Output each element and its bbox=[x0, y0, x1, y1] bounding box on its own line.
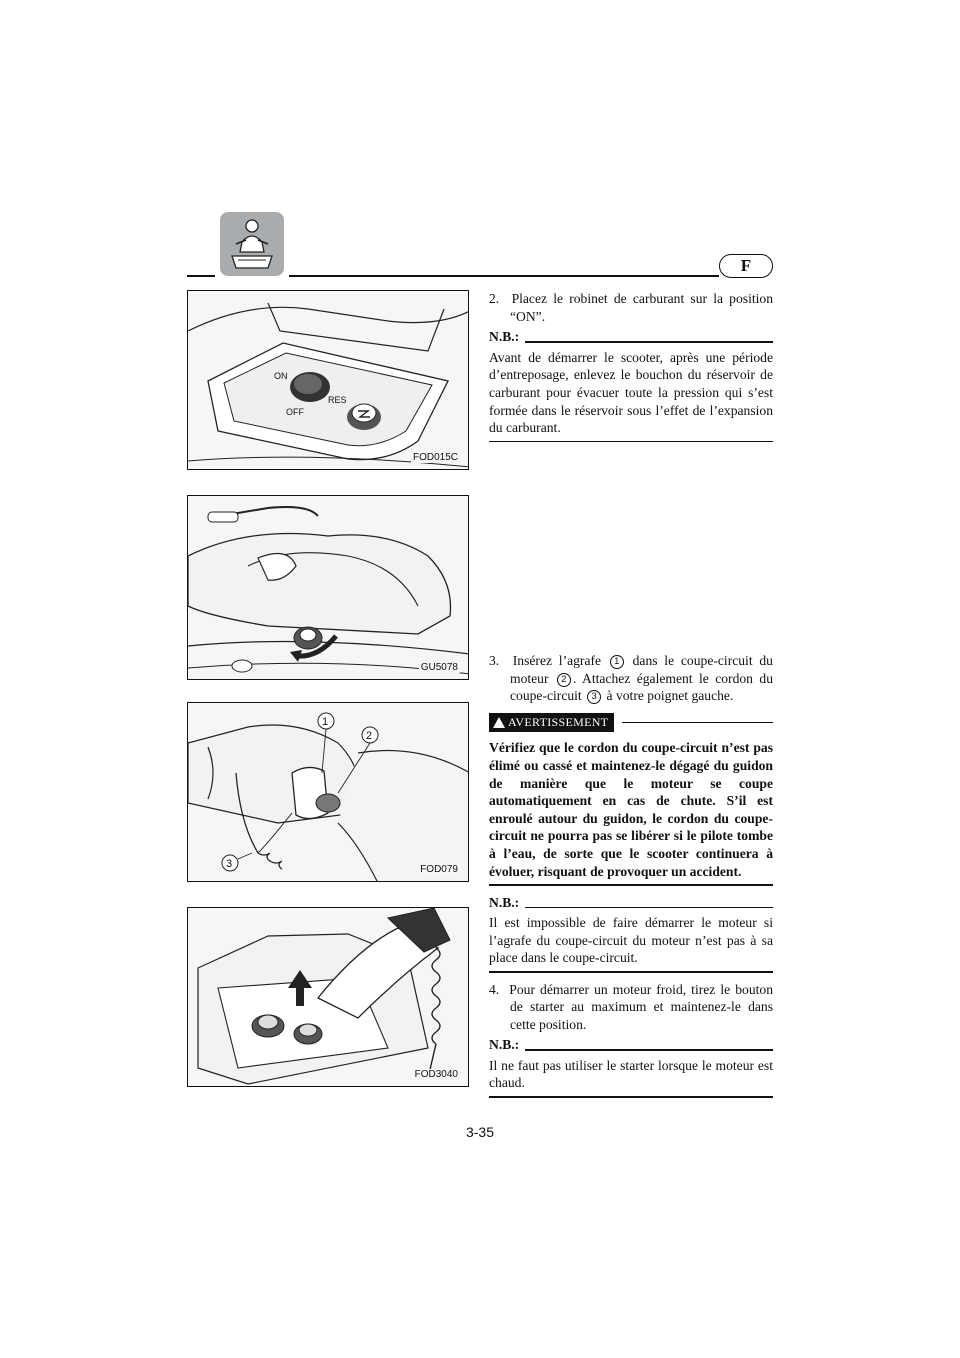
label-off: OFF bbox=[286, 407, 304, 417]
callout-1: 1 bbox=[322, 716, 329, 728]
figure-code: FOD079 bbox=[420, 864, 458, 875]
nb-end-rule-1 bbox=[489, 441, 773, 443]
step-2: 2. Placez le robinet de carburant sur la position “ON”. bbox=[489, 291, 773, 324]
callout-ref-2: 2 bbox=[557, 673, 571, 687]
nb-text-3: Il ne faut pas utiliser le starter lorsque le moteur est chaud. bbox=[489, 1057, 773, 1091]
figure-choke-knob bbox=[187, 907, 469, 1087]
warning-end-rule bbox=[489, 884, 773, 886]
nb-heading-1: N.B.: bbox=[489, 328, 773, 346]
label-on: ON bbox=[274, 371, 288, 381]
figure-code: GU5078 bbox=[420, 662, 458, 673]
figure-fuel-cock bbox=[187, 290, 469, 470]
callout-3: 3 bbox=[226, 858, 233, 870]
warning-text: Vérifiez que le cordon du coupe-circuit n’est pas élimé ou cassé et maintenez-le dégagé du guidon de manière que le moteur se coupe automatiquement en cas de chute. S’il est enroulé autour du guidon, le cordon du coupe-circuit ne pourra pas se libérer si le pilote tombe à l’eau, de sorte que le scooter continuera à évoluer, risquant de provoquer un accident. bbox=[489, 740, 773, 879]
language-badge: F bbox=[719, 254, 773, 278]
nb-heading-3: N.B.: bbox=[489, 1036, 773, 1054]
nb-text-2: Il est impossible de faire démarrer le moteur si l’agrafe du coupe-circuit du moteur n’est pas à sa place dans le coupe-circuit. bbox=[489, 915, 773, 966]
figure-code: FOD015C bbox=[412, 452, 458, 463]
step-3: 3. Insérez l’agrafe 1 dans le coupe-circuit du moteur 2 . Attachez également le cordon du coupe-circuit 3 à votre poignet gauche. bbox=[489, 653, 773, 704]
warning-triangle-icon bbox=[493, 717, 505, 728]
nb-end-rule-3 bbox=[489, 1096, 773, 1098]
header-rule-left bbox=[187, 275, 215, 277]
step-4: 4. Pour démarrer un moteur froid, tirez le bouton de starter au maximum et maintenez-le dans cette position. bbox=[489, 981, 773, 1032]
label-res: RES bbox=[328, 395, 347, 405]
section-lanyard bbox=[489, 652, 773, 1098]
figure-seat-cap bbox=[187, 495, 469, 680]
callout-ref-3: 3 bbox=[587, 690, 601, 704]
callout-2: 2 bbox=[366, 730, 373, 742]
page-number: 3-35 bbox=[465, 1124, 495, 1140]
callout-ref-1: 1 bbox=[610, 655, 624, 669]
nb-text-1: Avant de démarrer le scooter, après une période d’entreposage, enlevez le bouchon du réservoir de carburant pour évacuer toute la pression qui s’est formée dans le réservoir sous l’effet de l’expansion du carburant. bbox=[489, 349, 773, 436]
section-fuel-cock bbox=[489, 290, 773, 442]
watercraft-rider-icon bbox=[220, 212, 284, 276]
figure-lanyard-clip bbox=[187, 702, 469, 882]
warning-heading: AVERTISSEMENT bbox=[489, 713, 773, 733]
nb-heading-2: N.B.: bbox=[489, 894, 773, 912]
header-rule-right bbox=[289, 275, 719, 277]
figure-code: FOD3040 bbox=[414, 1069, 458, 1080]
nb-end-rule-2 bbox=[489, 971, 773, 973]
